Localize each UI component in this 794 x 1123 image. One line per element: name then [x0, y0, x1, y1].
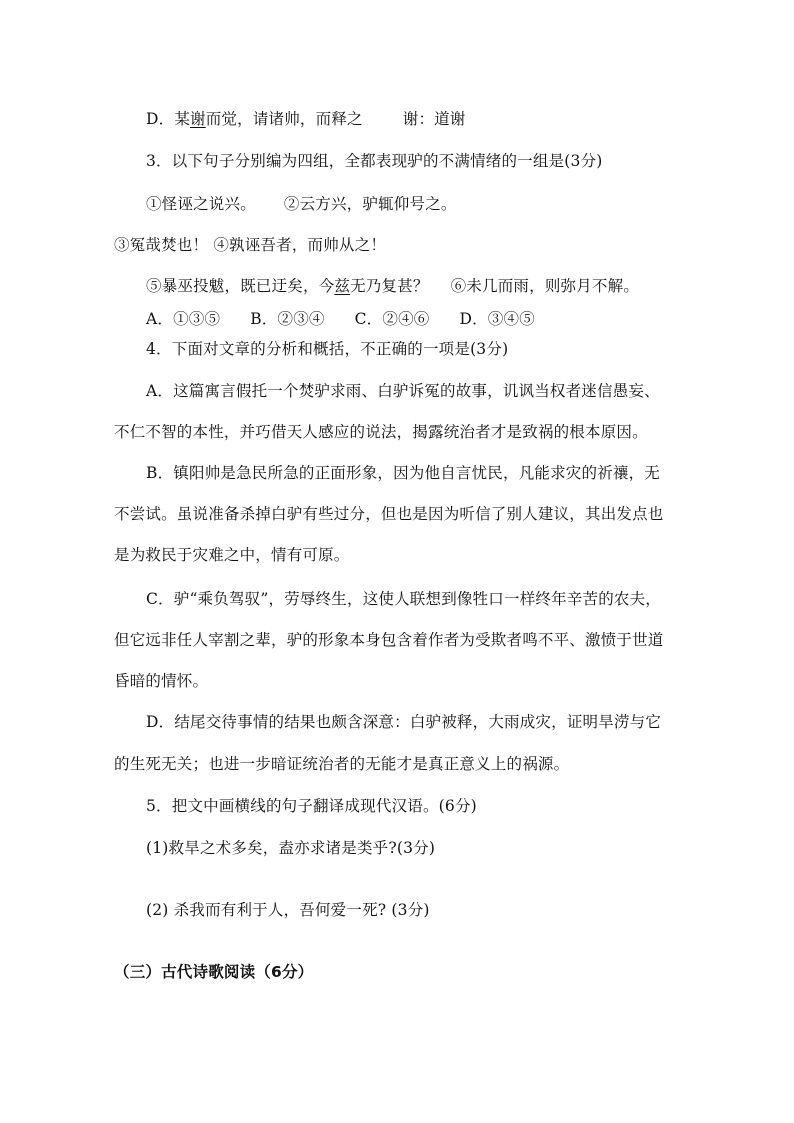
q4-option-a-line2: 不仁不智的本性，并巧借天人感应的说法，揭露统治者才是致祸的根本原因。 [114, 423, 648, 441]
q3-options [146, 309, 535, 329]
q5-sentence-1: (1)救旱之术多矣，盍亦求诸是类乎?(3分) [146, 839, 436, 857]
q3-sentences-line2: ③冤哉焚也！ ④孰诬吾者，而帅从之！ [114, 236, 387, 254]
q5-sentence-2: (2) 杀我而有利于人，吾何爱一死? (3分) [146, 901, 430, 919]
q4-option-b-line1: B．镇阳帅是急民所急的正面形象，因为他自言忧民，凡能求灾的祈禳，无 [146, 464, 660, 482]
q2-d-underlined-word: 谢 [190, 110, 206, 128]
q4-option-b-line3: 是为救民于灾难之中，情有可原。 [114, 546, 350, 564]
q3-sentences-line1 [146, 194, 457, 214]
q4-option-d-line2: 的生死无关；也进一步暗证统治者的无能才是真正意义上的祸源。 [114, 755, 570, 773]
q4-option-c-line3: 昏暗的情怀。 [114, 672, 209, 690]
q4-option-c-line2: 但它远非任人宰割之辈，驴的形象本身包含着作者为受欺者鸣不平、激愤于世道 [114, 631, 664, 649]
q3-sentence-1: ①怪诬之说兴。 [146, 195, 256, 213]
q3-sentences-line3 [146, 276, 639, 296]
q4-option-b-line2: 不尝试。虽说准备杀掉白驴有些过分，但也是因为听信了别人建议，其出发点也 [114, 505, 664, 523]
q4-stem: 4．下面对文章的分析和概括，不正确的一项是(3分) [146, 340, 509, 358]
q5-stem: 5．把文中画横线的句子翻译成现代汉语。(6分) [146, 797, 477, 815]
q2-option-d [146, 109, 466, 129]
q4-option-d-line1: D．结尾交待事情的结果也颇含深意：白驴被释，大雨成灾，证明旱涝与它 [146, 713, 662, 731]
q3-sentence-2: ②云方兴，驴辄仰号之。 [283, 195, 457, 213]
q4-option-c-line1: C．驴“乘负驾驭”，劳辱终生，这使人联想到像牲口一样终年辛苦的农夫， [146, 590, 662, 608]
q3-stem: 3．以下句子分别编为四组，全都表现驴的不满情绪的一组是(3分) [146, 152, 603, 170]
q2-d-prefix: D．某 [146, 110, 191, 128]
q3-option-c: C．②④⑥ [354, 310, 430, 328]
q3-sentence-5b: 无乃复甚？ [350, 277, 429, 295]
section-3-heading: （三）古代诗歌阅读（6分） [114, 963, 314, 981]
q3-underlined-word: 兹 [334, 277, 351, 295]
q2-d-gloss: 谢：道谢 [402, 110, 466, 128]
q2-d-sentence: 而觉，请诸帅，而释之 [205, 110, 363, 128]
q3-option-b: B．②③④ [250, 310, 325, 328]
q4-option-a-line1: A．这篇寓言假托一个焚驴求雨、白驴诉冤的故事，讥讽当权者迷信愚妄、 [146, 382, 660, 400]
q3-sentence-6: ⑥未几而雨，则弥月不解。 [450, 277, 640, 295]
q3-option-a: A．①③⑤ [146, 310, 221, 328]
q3-sentence-5a: ⑤暴巫投魃，既已迂矣，今 [146, 277, 335, 295]
q3-option-d: D．③④⑤ [459, 310, 535, 328]
